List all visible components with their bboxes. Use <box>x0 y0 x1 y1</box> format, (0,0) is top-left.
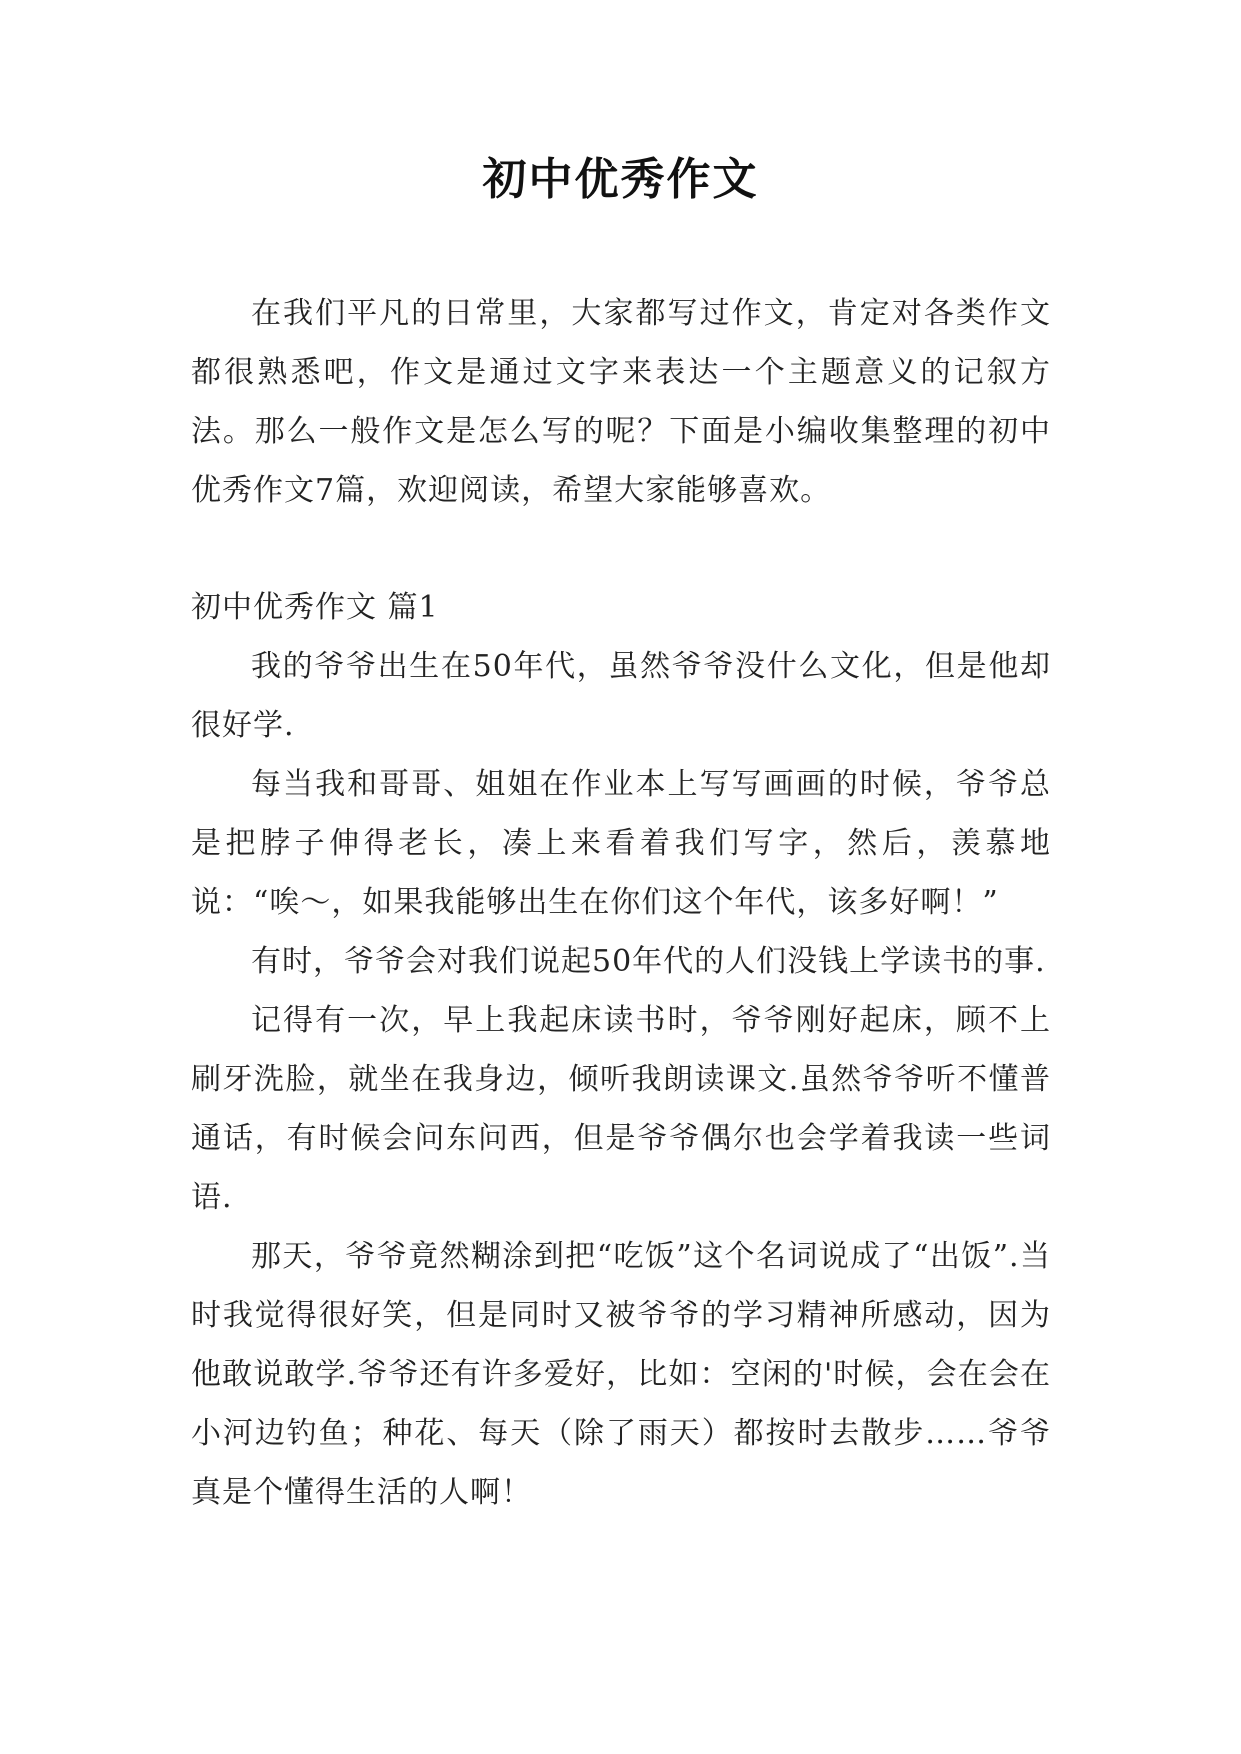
section-heading: 初中优秀作文 篇1 <box>191 590 439 625</box>
body-paragraph: 记得有一次，早上我起床读书时，爷爷刚好起床，顾不上刷牙洗脸，就坐在我身边，倾听我朗读课文.虽然爷爷听不懂普通话，有时候会问东问西，但是爷爷偶尔也会学着我读一些词语. <box>191 1003 1051 1215</box>
document-body <box>191 284 1051 1522</box>
body-paragraph: 每当我和哥哥、姐姐在作业本上写写画画的时候，爷爷总是把脖子伸得老长，凑上来看着我们写字，然后，羡慕地说：“唉～，如果我能够出生在你们这个年代，该多好啊！” <box>191 767 1051 920</box>
body-paragraph: 有时，爷爷会对我们说起50年代的人们没钱上学读书的事. <box>251 944 1046 979</box>
intro-paragraph: 在我们平凡的日常里，大家都写过作文，肯定对各类作文都很熟悉吧，作文是通过文字来表达一个主题意义的记叙方法。那么一般作文是怎么写的呢？下面是小编收集整理的初中优秀作文7篇，欢迎阅读，希望大家能够喜欢。 <box>191 296 1051 508</box>
body-paragraph: 我的爷爷出生在50年代，虽然爷爷没什么文化，但是他却很好学. <box>191 649 1051 743</box>
body-paragraph: 那天，爷爷竟然糊涂到把“吃饭”这个名词说成了“出饭”.当时我觉得很好笑，但是同时又被爷爷的学习精神所感动，因为他敢说敢学.爷爷还有许多爱好，比如：空闲的'时候，会在会在小河边钓鱼；种花、每天（除了雨天）都按时去散步……爷爷真是个懂得生活的人啊！ <box>191 1239 1051 1510</box>
document-title: 初中优秀作文 <box>482 154 759 205</box>
